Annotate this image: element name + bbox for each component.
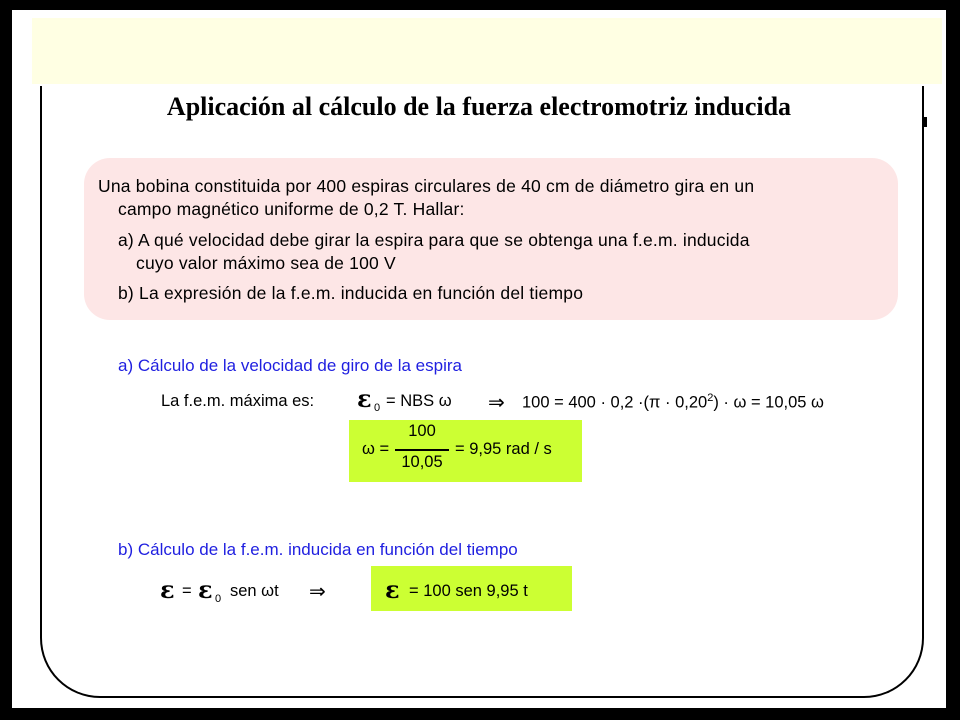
emf-max-prefix: La f.e.m. máxima es:: [161, 392, 315, 410]
header-band: [32, 18, 942, 84]
emf-result-expression: = 100 sen 9,95 t: [409, 582, 528, 600]
sen-omega-t: sen ωt: [230, 582, 279, 600]
emf-result-symbol: ε: [385, 575, 400, 604]
problem-line-2: campo magnético uniforme de 0,2 T. Hallar:: [118, 199, 465, 219]
emf0-subscript-b: 0: [215, 593, 222, 605]
emf-symbol: ε: [357, 384, 372, 413]
eq-nbs: = NBS ω: [386, 392, 452, 410]
slide: [12, 10, 946, 708]
part-a-heading: a) Cálculo de la velocidad de giro de la espira: [118, 356, 462, 375]
fraction-denominator: 10,05: [401, 453, 443, 471]
implies-arrow-b: ⇒: [309, 581, 326, 603]
problem-line-5: b) La expresión de la f.e.m. inducida en función del tiempo: [118, 283, 584, 303]
emf0-symbol-b: ε: [198, 575, 213, 604]
part-a-equation: [161, 392, 314, 411]
emf-subscript: 0: [374, 402, 381, 414]
omega-lhs: ω =: [362, 440, 390, 458]
fraction-line: [395, 449, 449, 451]
fraction-numerator: 100: [408, 422, 436, 440]
problem-line-4: cuyo valor máximo sea de 100 V: [136, 253, 396, 273]
eq-substitution: $100 = 400 \cdot 0,2 \cdot(\pi \cdot 0,20^2) \cdot \omega = 10,05$ ω: [522, 392, 824, 412]
problem-line-3: a) A qué velocidad debe girar la espira para que se obtenga una f.e.m. inducida: [118, 230, 750, 250]
problem-line-1: Una bobina constituida por 400 espiras circulares de 40 cm de diámetro gira en un: [98, 176, 755, 196]
omega-rhs: = 9,95 rad / s: [455, 440, 552, 458]
emf-symbol-b: ε: [160, 575, 175, 604]
implies-arrow: ⇒: [488, 392, 505, 414]
part-b-heading: b) Cálculo de la f.e.m. inducida en función del tiempo: [118, 540, 518, 559]
equals-sign: =: [182, 582, 192, 600]
problem-box: [84, 158, 898, 320]
page-title: Aplicación al cálculo de la fuerza electromotriz inducida: [166, 92, 792, 121]
